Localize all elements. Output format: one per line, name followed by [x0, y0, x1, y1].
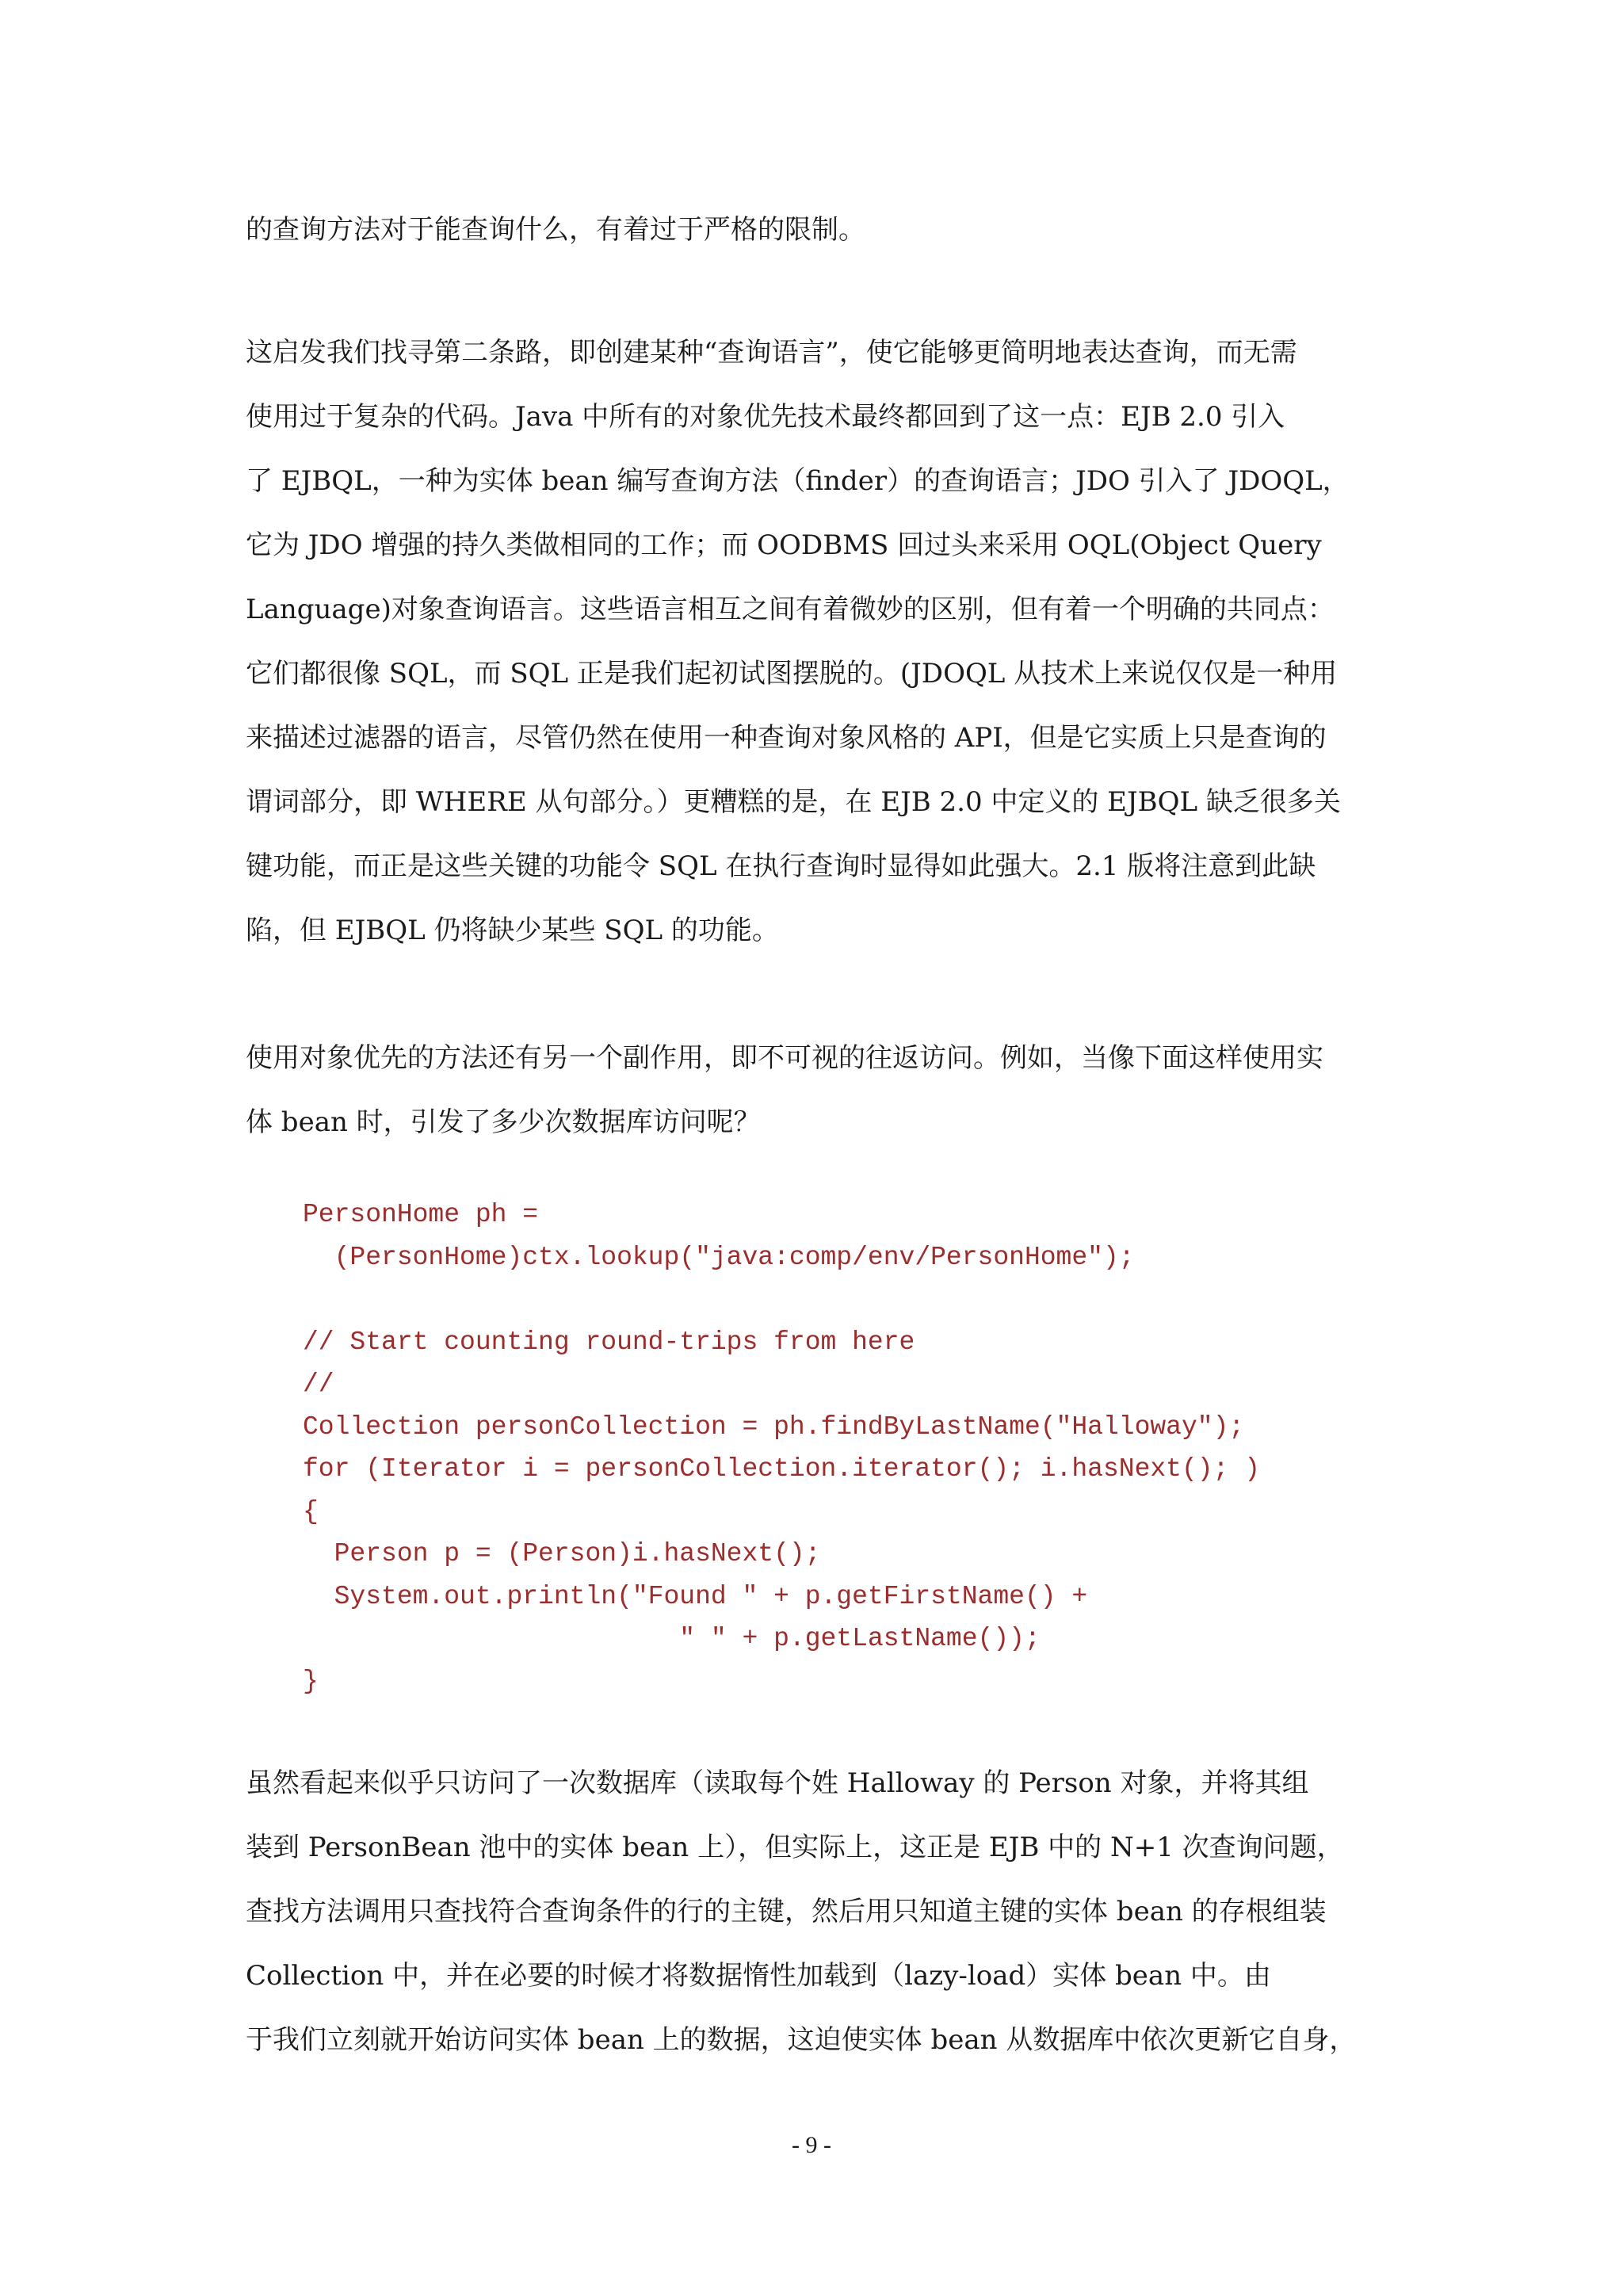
- paragraph-line: 的查询方法对于能查询什么，有着过于严格的限制。: [246, 214, 865, 246]
- paragraph-3: [246, 1026, 1379, 1155]
- code-line: }: [303, 1666, 319, 1696]
- paragraph-line: 来描述过滤器的语言，尽管仍然在使用一种查询对象风格的 API，但是它实质上只是查询的: [246, 722, 1327, 754]
- paragraph-line: 查找方法调用只查找符合查询条件的行的主键，然后用只知道主键的实体 bean 的存根组装: [246, 1896, 1327, 1927]
- paragraph-1: [246, 198, 1379, 262]
- paragraph-line: Collection 中，并在必要的时候才将数据惰性加载到（lazy-load）实体 bean 中。由: [246, 1960, 1271, 1992]
- paragraph-line: 陷，但 EJBQL 仍将缺少某些 SQL 的功能。: [246, 915, 779, 946]
- page-number: - 9 -: [792, 2132, 831, 2158]
- code-listing: [303, 1194, 1396, 1702]
- code-line: " " + p.getLastName());: [303, 1624, 1041, 1653]
- code-line: PersonHome ph =: [303, 1200, 539, 1229]
- paragraph-2: [246, 321, 1379, 963]
- code-line: {: [303, 1496, 319, 1526]
- paragraph-line: 于我们立刻就开始访问实体 bean 上的数据，这迫使实体 bean 从数据库中依次更新它自身，: [246, 2024, 1357, 2056]
- code-line: // Start counting round-trips from here: [303, 1327, 915, 1357]
- paragraph-line: 这启发我们找寻第二条路，即创建某种“查询语言”，使它能够更简明地表达查询，而无需: [246, 337, 1297, 369]
- paragraph-line: 谓词部分，即 WHERE 从句部分。）更糟糕的是，在 EJB 2.0 中定义的 EJBQL 缺乏很多关: [246, 786, 1341, 818]
- paragraph-4: [246, 1752, 1379, 2073]
- paragraph-line: 它为 JDO 增强的持久类做相同的工作；而 OODBMS 回过头来采用 OQL(Object Query: [246, 529, 1322, 561]
- code-line: (PersonHome)ctx.lookup("java:comp/env/PersonHome");: [303, 1242, 1135, 1272]
- code-line: [303, 1278, 1396, 1321]
- code-line: Person p = (Person)i.hasNext();: [303, 1539, 821, 1568]
- code-line: Collection personCollection = ph.findByLastName("Halloway");: [303, 1412, 1245, 1442]
- paragraph-line: 装到 PersonBean 池中的实体 bean 上），但实际上，这正是 EJB 中的 N+1 次查询问题，: [246, 1832, 1344, 1863]
- paragraph-line: 它们都很像 SQL，而 SQL 正是我们起初试图摆脱的。(JDOQL 从技术上来说仅仅是一种用: [246, 658, 1338, 690]
- paragraph-line: 键功能，而正是这些关键的功能令 SQL 在执行查询时显得如此强大。2.1 版将注意到此缺: [246, 850, 1316, 882]
- paragraph-line: 体 bean 时，引发了多少次数据库访问呢？: [246, 1106, 761, 1138]
- paragraph-line: 使用对象优先的方法还有另一个副作用，即不可视的往返访问。例如，当像下面这样使用实: [246, 1042, 1323, 1074]
- code-line: System.out.println("Found " + p.getFirstName() +: [303, 1581, 1088, 1611]
- paragraph-line: 了 EJBQL，一种为实体 bean 编写查询方法（finder）的查询语言；JDO 引入了 JDOQL，: [246, 465, 1350, 497]
- paragraph-line: 虽然看起来似乎只访问了一次数据库（读取每个姓 Halloway 的 Person 对象，并将其组: [246, 1767, 1309, 1799]
- code-line: //: [303, 1370, 334, 1399]
- code-line: for (Iterator i = personCollection.iterator(); i.hasNext(); ): [303, 1454, 1260, 1484]
- paragraph-line: 使用过于复杂的代码。Java 中所有的对象优先技术最终都回到了这一点：EJB 2.0 引入: [246, 401, 1285, 433]
- paragraph-line: Language)对象查询语言。这些语言相互之间有着微妙的区别，但有着一个明确的共同点：: [246, 594, 1335, 625]
